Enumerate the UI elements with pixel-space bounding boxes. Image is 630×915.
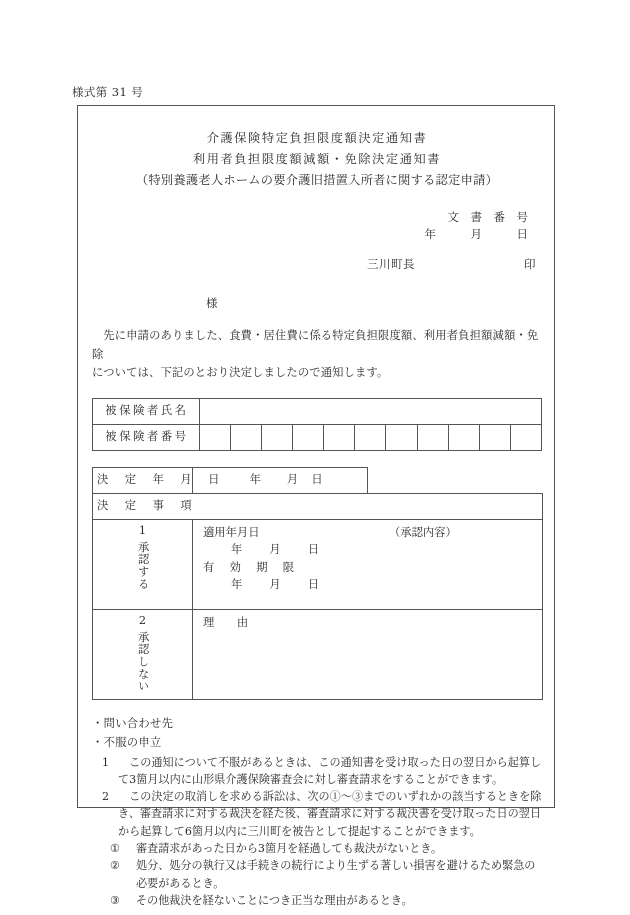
approval-content-note: （承認内容） (389, 525, 457, 539)
decision-table (92, 467, 543, 700)
body-line-1: 先に申請のありました、食費・居住費に係る特定負担限度額、利用者負担額減額・免除 (92, 329, 539, 361)
issuer-name: 三川町長 (367, 257, 415, 271)
insured-number-cell[interactable] (355, 424, 386, 450)
sub-item-line: その他裁決を経ないことにつき正当な理由があるとき。 (136, 893, 413, 907)
seal-mark: 印 (524, 257, 536, 271)
list-item (92, 754, 542, 789)
appeal-item-marker: 1 (102, 755, 110, 769)
section-1-content[interactable] (193, 519, 543, 609)
document-inner (92, 106, 542, 907)
document-number-block (92, 209, 542, 243)
valid-period-month: 月 (269, 578, 281, 591)
apply-date-day: 日 (307, 543, 320, 556)
valid-period-label: 有 効 期 限 (203, 560, 297, 574)
decision-date-day: 日 (311, 472, 324, 486)
sub-item-marker: ③ (110, 893, 120, 907)
title-line-2: 利用者負担限度額減額・免除決定通知書 (192, 152, 442, 166)
appeal-sub-list (92, 840, 542, 909)
insured-number-cell[interactable] (200, 424, 231, 450)
apply-date-value[interactable] (203, 541, 542, 559)
title-line-1: 介護保険特定負担限度額決定通知書 (206, 131, 428, 145)
reason-label: 理 由 (203, 615, 249, 629)
insured-number-cell[interactable] (479, 424, 510, 450)
insured-number-cell[interactable] (417, 424, 448, 450)
table-row-insured-name (93, 398, 542, 424)
list-item (110, 892, 542, 909)
appeal-item-line: この通知について不服があるときは、この通知書を受け取った日の翌日から起算し (129, 755, 542, 769)
insured-number-label: 被保険者番号 (93, 424, 200, 450)
table-row-decision-date (93, 467, 543, 493)
appeal-list (92, 754, 542, 910)
sub-item-marker: ② (110, 859, 120, 873)
document-frame (77, 105, 555, 907)
section-2-content[interactable] (193, 609, 543, 699)
form-number: 様式第 31 号 (72, 85, 144, 99)
decision-date-month: 月 (286, 472, 299, 486)
sub-item-line: 必要があるとき。 (136, 876, 225, 890)
table-row-section-reject (93, 609, 543, 699)
issuer-row (92, 256, 542, 274)
section-2-label-text: 承認しない (136, 630, 150, 692)
section-2-number: 2 (138, 613, 147, 627)
body-paragraph (92, 327, 542, 383)
list-item (110, 857, 542, 892)
decision-items-label: 決 定 事 項 (93, 493, 193, 519)
insured-number-cell[interactable] (231, 424, 262, 450)
sub-item-line: 処分、処分の執行又は手続きの続行により生ずる著しい損害を避けるため緊急の (136, 859, 536, 873)
insured-number-cell[interactable] (262, 424, 293, 450)
section-2-vertical-label (93, 609, 193, 699)
insured-person-table (92, 398, 542, 451)
appeal-item-marker: 2 (102, 790, 110, 804)
appeal-item-line: き、審査請求に対する裁決を経た後、審査請求に対する裁決書を受け取った日の翌日 (118, 807, 542, 821)
section-1-label-text: 承認する (136, 540, 150, 590)
apply-date-year: 年 (231, 543, 243, 556)
decision-date-year: 年 (249, 472, 262, 486)
apply-date-label: 適用年月日 (203, 525, 260, 539)
sub-item-marker: ① (110, 841, 120, 855)
valid-period-year: 年 (231, 578, 243, 591)
table-row-decision-items-header (93, 493, 543, 519)
valid-period-day: 日 (307, 578, 320, 591)
apply-date-month: 月 (269, 543, 281, 556)
insured-name-label: 被保険者氏名 (93, 398, 200, 424)
title-line-3: （特別養護老人ホームの要介護旧措置入所者に関する認定申請） (135, 173, 499, 187)
table-row-section-approve (93, 519, 543, 609)
table-row-insured-number (93, 424, 542, 450)
decision-date-spacer (368, 467, 543, 493)
list-item (92, 788, 542, 840)
title-block (92, 128, 542, 191)
decision-date-label: 決 定 年 月 日 (93, 467, 193, 493)
appeal-item-line: この決定の取消しを求める訴訟は、次の①～③までのいずれかの該当するときを除 (129, 790, 542, 804)
decision-items-header-end (368, 493, 543, 519)
body-line-2: については、下記のとおり決定しましたので通知します。 (92, 366, 389, 379)
valid-period-value[interactable] (203, 576, 542, 594)
insured-number-cell[interactable] (448, 424, 479, 450)
insured-number-cell[interactable] (324, 424, 355, 450)
insured-number-cell[interactable] (293, 424, 324, 450)
contact-heading: ・問い合わせ先 (92, 716, 174, 730)
decision-items-header-mid (193, 493, 368, 519)
addressee-honorific: 様 (206, 296, 218, 310)
insured-number-tail (510, 424, 541, 450)
insured-name-value[interactable] (200, 398, 542, 424)
sub-item-line: 審査請求があった日から3箇月を経過しても裁決がないとき。 (136, 841, 443, 855)
section-1-number: 1 (138, 523, 147, 537)
footer-notes (92, 714, 542, 910)
appeal-heading: ・不服の申立 (92, 735, 162, 749)
appeal-item-line: から起算して6箇月以内に三川町を被告として提起することができます。 (118, 824, 481, 838)
section-1-vertical-label (93, 519, 193, 609)
insured-number-cell[interactable] (386, 424, 417, 450)
list-item (110, 840, 542, 857)
document-date-label: 年 月 日 (424, 227, 528, 241)
appeal-item-line: て3箇月以内に山形県介護保険審査会に対し審査請求をすることができます。 (118, 772, 504, 786)
document-number-label: 文 書 番 号 (447, 210, 528, 224)
